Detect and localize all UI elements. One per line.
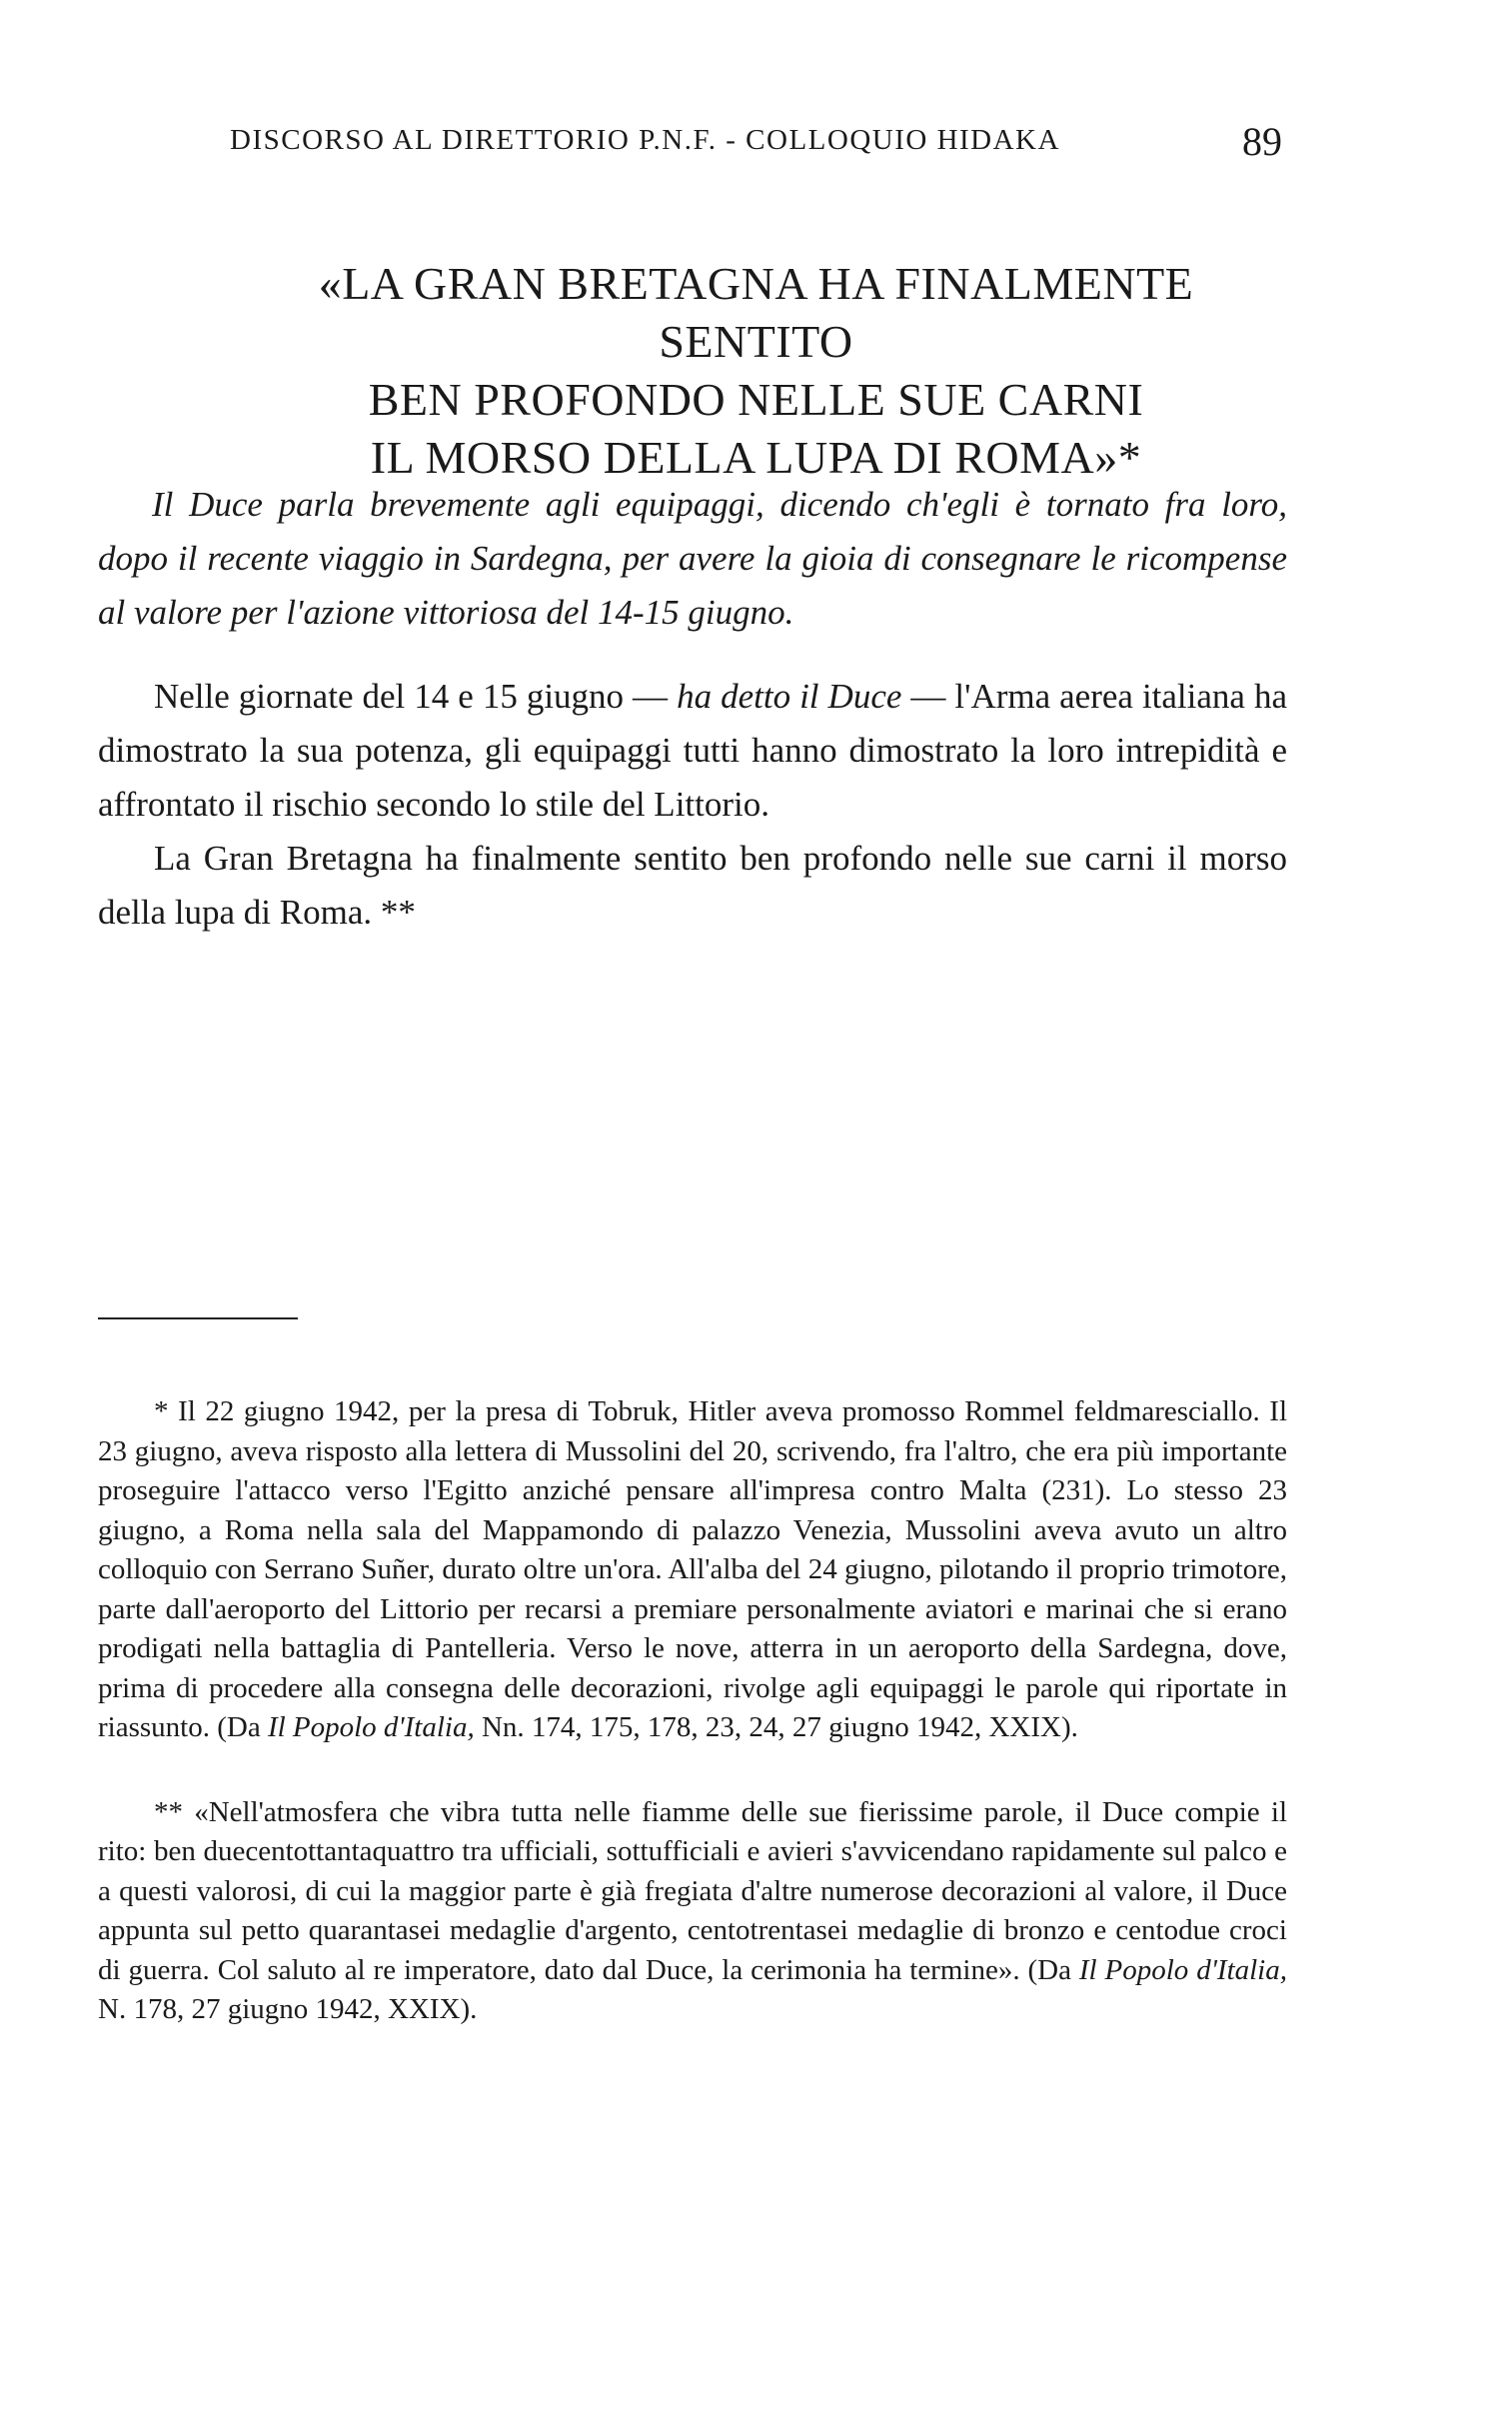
running-head <box>230 118 1282 178</box>
body-text <box>98 670 1287 940</box>
headline-line-1: «LA GRAN BRETAGNA HA FINALMENTE SENTITO <box>318 258 1194 367</box>
headline-line-2: BEN PROFONDO NELLE SUE CARNI <box>368 374 1144 425</box>
footnote-2-citation: N. 178, 27 giugno 1942, XXIX). <box>98 1993 478 2025</box>
footnote-1 <box>98 1392 1287 1748</box>
body-paragraph-1-italic: ha detto il Duce <box>677 677 902 716</box>
footnote-2-text: ** «Nell'atmosfera che vibra tutta nelle fiamme delle sue fierissime parole, il Duce compie il rito: ben duecentottantaquattro tra ufficiali, sottufficiali e avieri s'avvicendano rapidamente sul palco e a questi valorosi, di cui la maggior parte è già fregiata d'altre numerose decorazioni al valore, il Duce appunta sul petto quarantasei medaglie d'argento, centotrentasei medaglie di bronzo e centodue croci di guerra. Col saluto al re imperatore, dato dal Duce, la cerimonia ha termine». (Da <box>98 1795 1287 1986</box>
footnotes <box>98 1392 1287 2030</box>
body-paragraph-2: La Gran Bretagna ha finalmente sentito ben profondo nelle sue carni il morso della lupa di Roma. ** <box>98 839 1287 932</box>
body-paragraph-1-start: Nelle giornate del 14 e 15 giugno — <box>154 677 678 716</box>
running-title: DISCORSO AL DIRETTORIO P.N.F. - COLLOQUIO HIDAKA <box>230 124 1060 156</box>
footnote-1-source: Il Popolo d'Italia, <box>267 1711 475 1743</box>
headline-line-3: IL MORSO DELLA LUPA DI ROMA»* <box>370 432 1142 483</box>
footnote-2 <box>98 1793 1287 2030</box>
footnote-1-text: * Il 22 giugno 1942, per la presa di Tobruk, Hitler aveva promosso Rommel feldmaresciallo. Il 23 giugno, aveva risposto alla lettera di Mussolini del 20, scrivendo, fra l'altro, che era più importante proseguire l'attacco verso l'Egitto anziché pensare all'impresa contro Malta (231). Lo stesso 23 giugno, a Roma nella sala del Mappamondo di palazzo Venezia, Mussolini aveva avuto un altro colloquio con Serrano Suñer, durato oltre un'ora. All'alba del 24 giugno, pilotando il proprio trimotore, parte dall'aeroporto del Littorio per recarsi a premiare personalmente aviatori e marinai che si erano prodigati nella battaglia di Pantelleria. Verso le nove, atterra in un aeroporto della Sardegna, dove, prima di procedere alla consegna delle decorazioni, rivolge agli equipaggi le parole qui riportate in riassunto. (Da <box>98 1395 1287 1743</box>
page-number: 89 <box>1242 119 1282 164</box>
footnote-2-source: Il Popolo d'Italia, <box>1078 1953 1287 1986</box>
body-paragraph-1 <box>98 670 1287 832</box>
footnote-1-citation: Nn. 174, 175, 178, 23, 24, 27 giugno 1942, XXIX). <box>474 1711 1078 1743</box>
chapter-headline <box>220 255 1292 487</box>
body-paragraph-1-end: — l'Arma aerea italiana ha dimostrato la sua potenza, gli equipaggi tutti hanno dimostrato la loro intrepidità e affrontato il rischio secondo lo stile del Littorio. <box>98 677 1287 824</box>
footnote-divider <box>98 1317 298 1319</box>
intro-paragraph: Il Duce parla brevemente agli equipaggi, dicendo ch'egli è tornato fra loro, dopo il recente viaggio in Sardegna, per avere la gioia di consegnare le ricompense al valore per l'azione vittoriosa del 14-15 giugno. <box>98 485 1287 632</box>
